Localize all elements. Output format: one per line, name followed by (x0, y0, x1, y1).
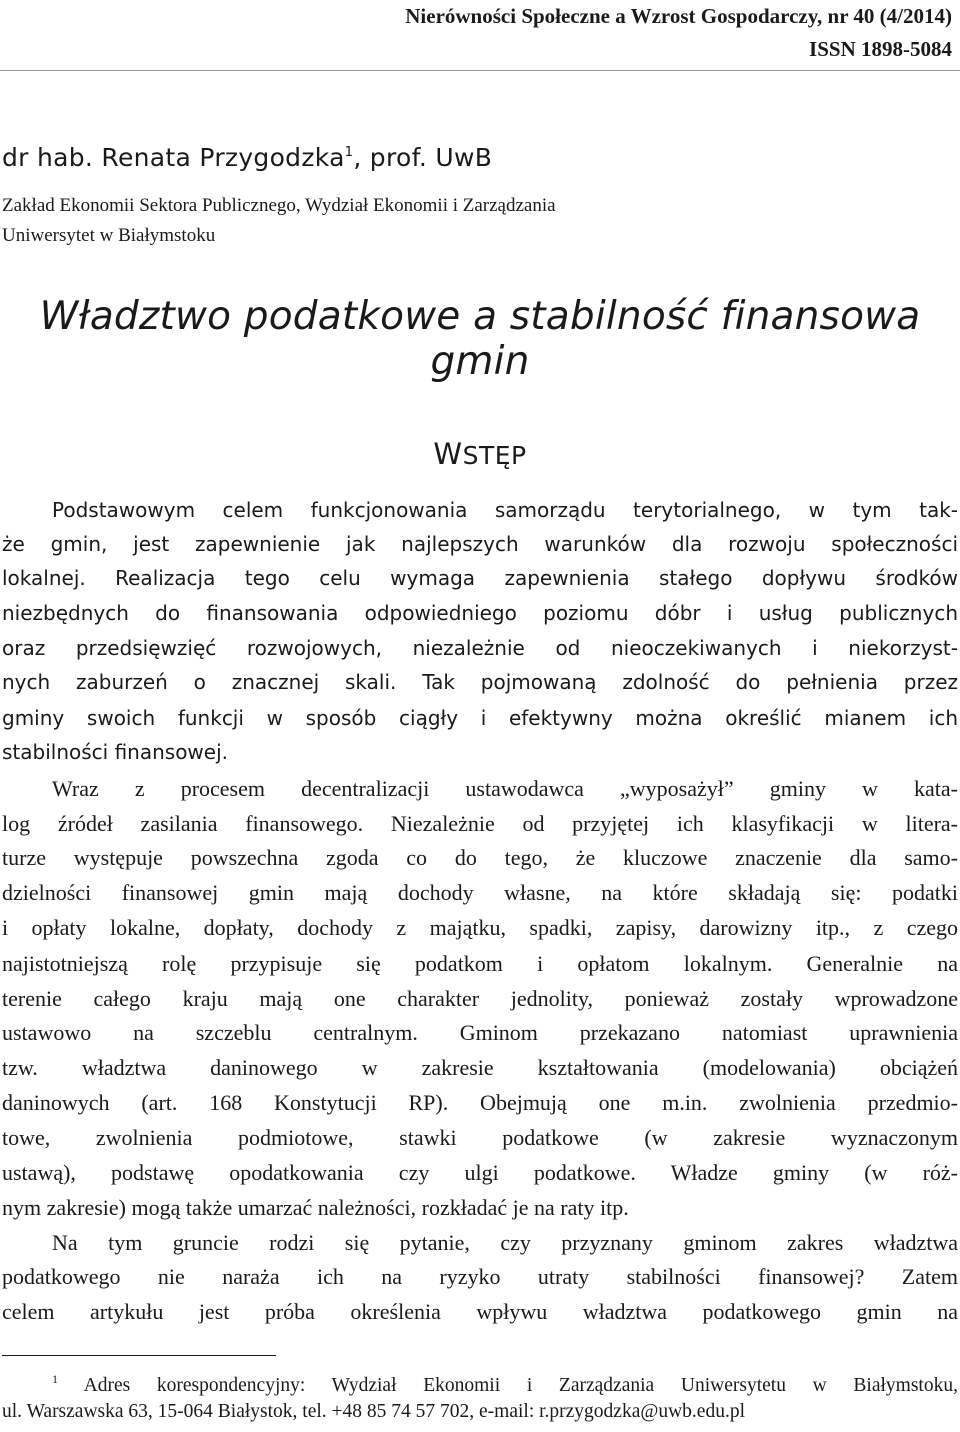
affiliation-line-2: Uniwersytet w Białymstoku (2, 225, 216, 246)
body-line: terenie całego kraju mają one charakter jednolity, ponieważ zostały wprowadzone (2, 986, 958, 1011)
journal-title: Nierówności Społeczne a Wzrost Gospodarczy, nr 40 (4/2014) (405, 4, 952, 28)
author-title: , prof. UwB (353, 143, 493, 172)
body-line: nych zaburzeń o znacznej skali. Tak pojmowaną zdolność do pełnienia przez (2, 670, 958, 694)
body-line: tzw. władztwa daninowego w zakresie kształtowania (modelowania) obciążeń (2, 1055, 958, 1080)
body-line: daninowych (art. 168 Konstytucji RP). Obejmują one m.in. zwolnienia przedmio- (2, 1090, 958, 1115)
body-line: Wraz z procesem decentralizacji ustawodawca „wyposażył” gminy w kata- (52, 776, 958, 801)
footnote-mark: 1 (52, 1372, 58, 1386)
body-line: celem artykułu jest próba określenia wpływu władztwa podatkowego gmin na (2, 1299, 958, 1324)
body-line: najistotniejszą rolę przypisuje się podatkom i opłatom lokalnym. Generalnie na (2, 951, 958, 976)
body-line: Na tym gruncie rodzi się pytanie, czy przyznany gminom zakres władztwa (52, 1230, 958, 1255)
footnote-line-1 (2, 1372, 958, 1397)
section-heading-initial: W (433, 437, 463, 471)
body-line: gminy swoich funkcji w sposób ciągły i efektywny można określić mianem ich (2, 706, 958, 730)
affiliation-line-1: Zakład Ekonomii Sektora Publicznego, Wydział Ekonomii i Zarządzania (2, 195, 556, 216)
body-line: podatkowego nie naraża ich na ryzyko utraty stabilności finansowej? Zatem (2, 1264, 958, 1289)
running-header (52, 0, 952, 66)
footnote-line-2: ul. Warszawska 63, 15-064 Białystok, tel. +48 85 74 57 702, e-mail: r.przygodzka@uwb.edu.pl (2, 1401, 745, 1422)
issn: ISSN 1898-5084 (809, 37, 952, 61)
body-line: i opłaty lokalne, dopłaty, dochody z majątku, spadki, zapisy, darowizny itp., z czego (2, 915, 958, 940)
body-line: towe, zwolnienia podmiotowe, stawki podatkowe (w zakresie wyznaczonym (2, 1125, 958, 1150)
body-line: ustawą), podstawę opodatkowania czy ulgi podatkowe. Władze gminy (w róż- (2, 1160, 958, 1185)
body-line: oraz przedsięwzięć rozwojowych, niezależnie od nieoczekiwanych i niekorzyst- (2, 636, 958, 660)
body-line: nym zakresie) mogą także umarzać należności, rozkładać je na raty itp. (2, 1195, 629, 1220)
body-line: lokalnej. Realizacja tego celu wymaga zapewnienia stałego dopływu środków (2, 566, 958, 590)
header-rule (0, 70, 960, 71)
footnote-rule (2, 1355, 276, 1356)
body-line: ustawowo na szczeblu centralnym. Gminom przekazano natomiast uprawnienia (2, 1020, 958, 1045)
body-line: log źródeł zasilania finansowego. Niezależnie od przyjętej ich klasyfikacji w litera- (2, 811, 958, 836)
body-line: stabilności finansowej. (2, 740, 229, 764)
body-line: turze występuje powszechna zgoda co do tego, że kluczowe znaczenie dla samo- (2, 845, 958, 870)
body-line: dzielności finansowej gmin mają dochody własne, na które składają się: podatki (2, 880, 958, 905)
section-heading (0, 437, 960, 471)
body-line: że gmin, jest zapewnienie jak najlepszych warunków dla rozwoju społeczności (2, 532, 958, 556)
footnote-text-1: Adres korespondencyjny: Wydział Ekonomii i Zarządzania Uniwersytetu w Białymstoku, (83, 1375, 958, 1396)
section-heading-rest: STĘP (462, 441, 527, 470)
author-name: dr hab. Renata Przygodzka (2, 143, 345, 172)
article-title: Władztwo podatkowe a stabilność finansowa gmin (39, 294, 921, 384)
author-footnote-mark: 1 (344, 145, 354, 160)
body-line: niezbędnych do finansowania odpowiedniego poziomu dóbr i usług publicznych (2, 601, 958, 625)
body-line: Podstawowym celem funkcjonowania samorządu terytorialnego, w tym tak- (52, 498, 958, 522)
author-line (2, 143, 492, 172)
